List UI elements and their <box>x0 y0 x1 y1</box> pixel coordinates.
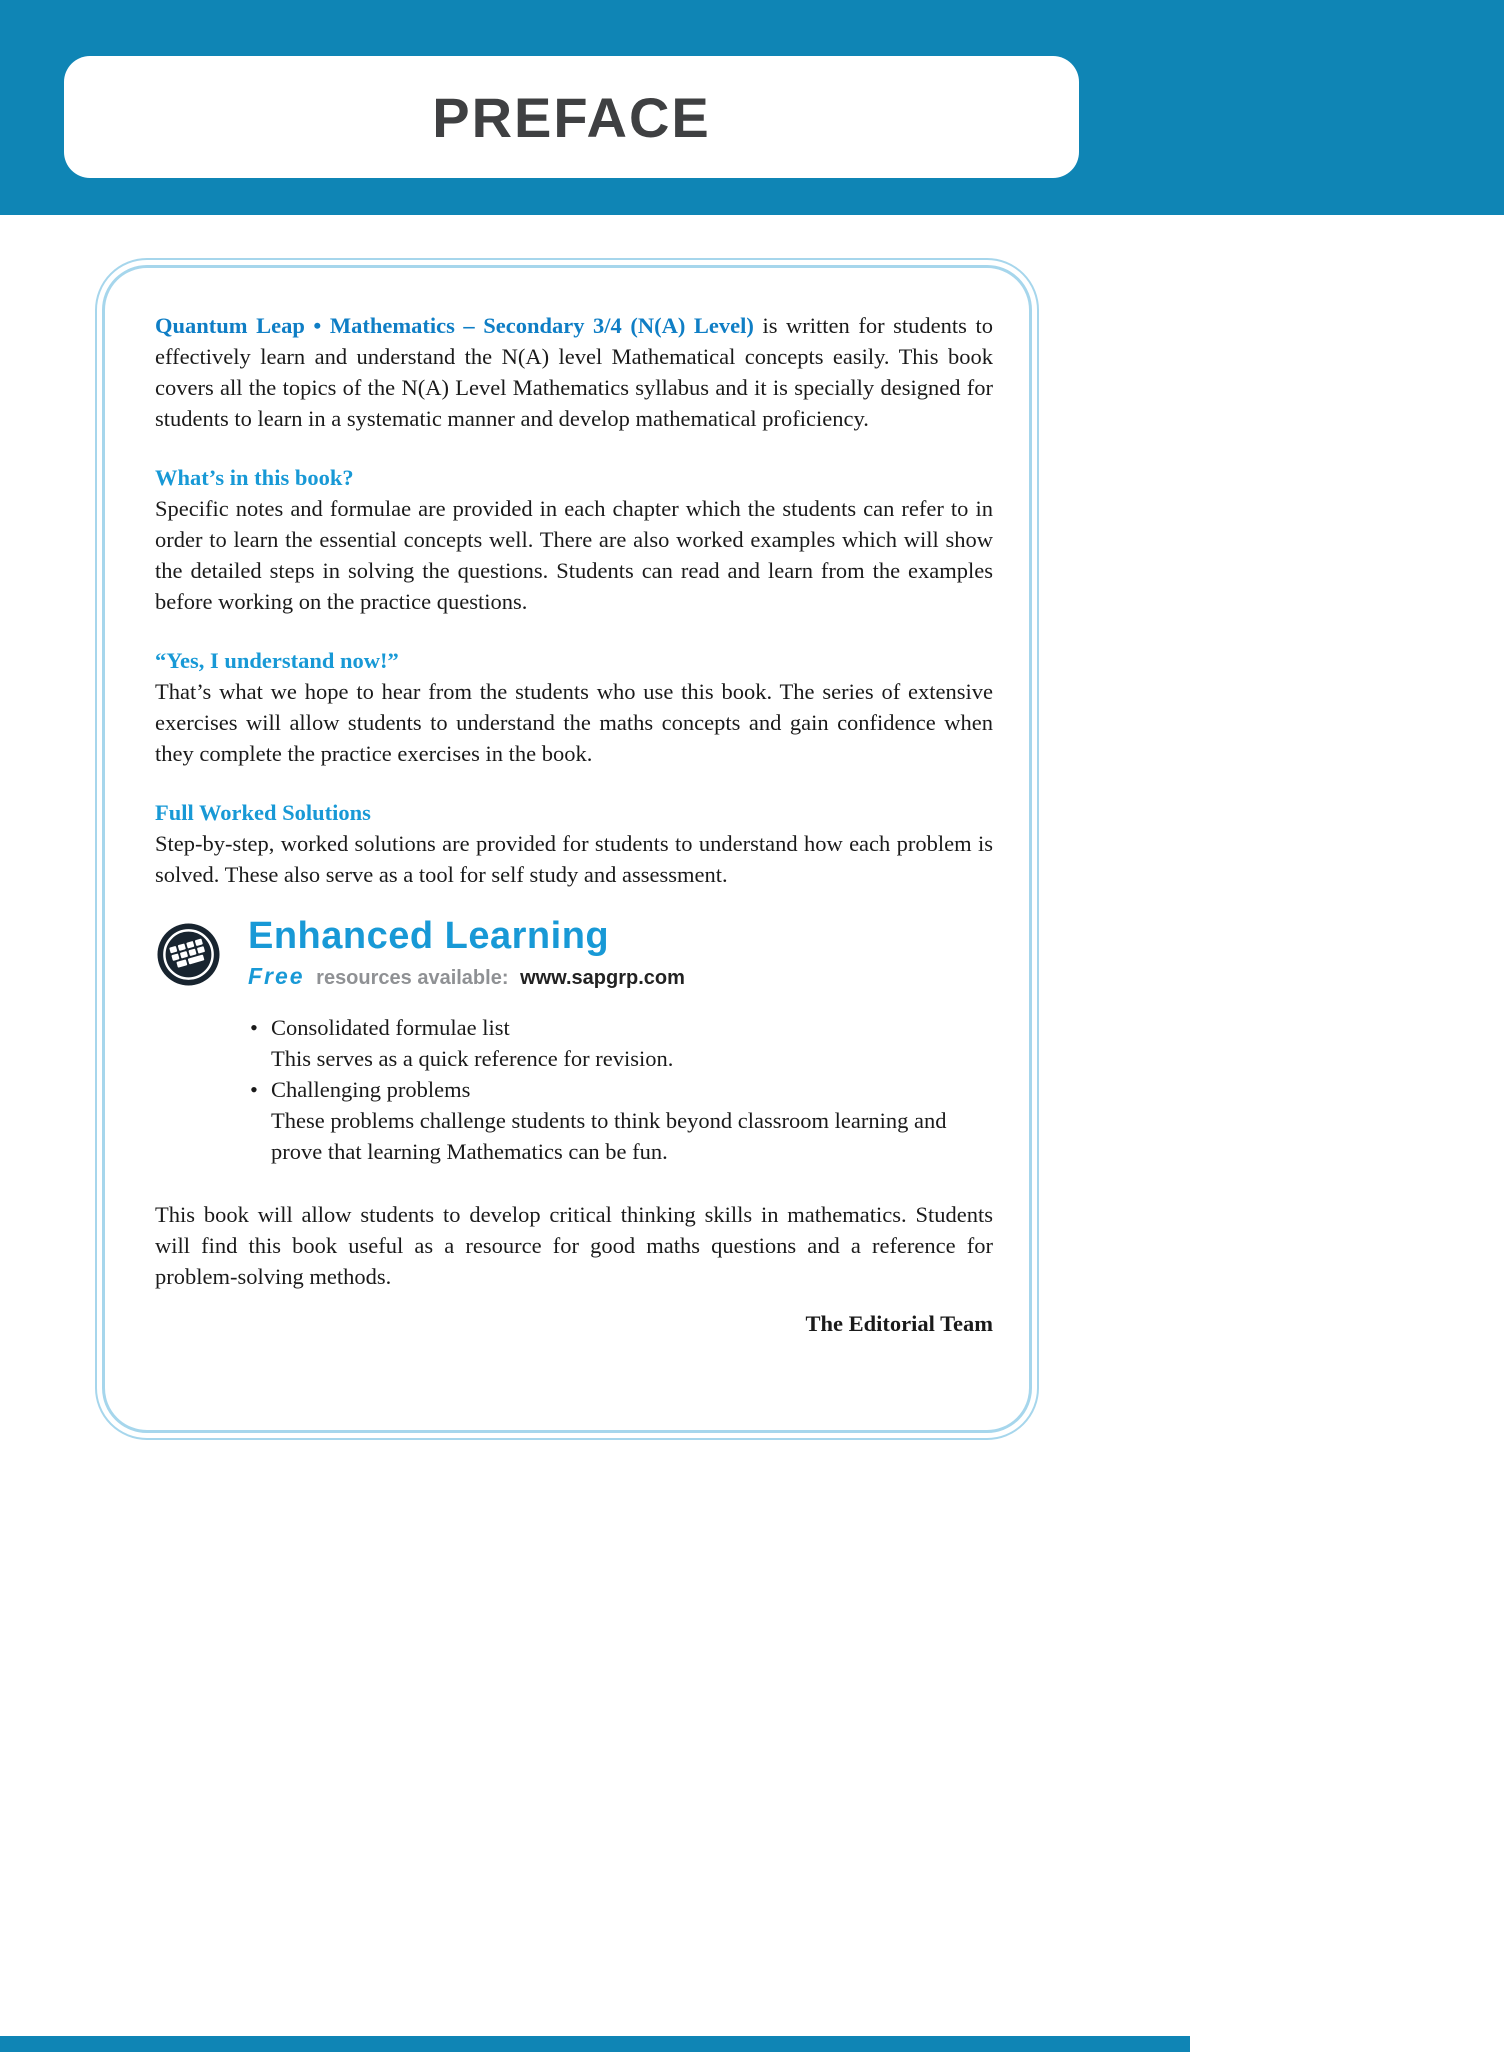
feature-description: These problems challenge students to think beyond classroom learning and prove that learning Mathematics can be fun. <box>271 1107 947 1164</box>
section-heading: What’s in this book? <box>155 465 354 490</box>
title-plate <box>64 56 1079 178</box>
enhanced-learning-subtitle <box>248 961 685 994</box>
section-heading: “Yes, I understand now!” <box>155 648 399 673</box>
section-whats-in-this-book <box>155 462 993 617</box>
header-banner <box>0 0 1504 215</box>
feature-title: • Consolidated formulae list <box>271 1014 510 1040</box>
section-yes-i-understand-now <box>155 645 993 769</box>
list-item <box>248 1074 993 1167</box>
website-url: www.sapgrp.com <box>520 966 685 989</box>
feature-description: This serves as a quick reference for revision. <box>271 1045 674 1071</box>
bottom-edge-band <box>0 2036 1190 2052</box>
section-full-worked-solutions <box>155 797 993 890</box>
feature-list <box>248 1012 993 1167</box>
section-heading: Full Worked Solutions <box>155 800 371 825</box>
preface-content <box>155 310 993 1339</box>
list-item <box>248 1012 993 1074</box>
section-body: Step-by-step, worked solutions are provided for students to understand how each problem is solved. These also serve as a tool for self study and assessment. <box>155 831 993 887</box>
section-body: That’s what we hope to hear from the students who use this book. The series of extensive exercises will allow students to understand the maths concepts and gain confidence when they complete the practice exercises in the book. <box>155 679 993 766</box>
page-title: PREFACE <box>432 85 711 149</box>
enhanced-learning-block <box>155 916 993 994</box>
enhanced-learning-title: Enhanced Learning <box>248 915 610 957</box>
intro-text: is written for students to effectively learn and understand the N(A) level Mathematical concepts easily. This book covers all the topics of the N(A) Level Mathematics syllabus and it is specially designed for students to learn in a systematic manner and develop mathematical proficiency. <box>155 313 993 431</box>
feature-title: • Challenging problems <box>271 1076 471 1102</box>
content-frame <box>95 258 1039 1440</box>
intro-paragraph <box>155 310 993 434</box>
enhanced-learning-text <box>248 916 685 994</box>
book-title: Quantum Leap • Mathematics – Secondary 3/4 (N(A) Level) <box>155 313 754 338</box>
closing-paragraph: This book will allow students to develop critical thinking skills in mathematics. Students will find this book useful as a resource for good maths questions and a reference for problem-solving methods. <box>155 1201 993 1289</box>
free-label: Free <box>248 962 305 989</box>
content-frame-inner <box>102 265 1032 1433</box>
keyboard-circle-icon <box>157 923 220 986</box>
signature: The Editorial Team <box>805 1310 993 1336</box>
section-body: Specific notes and formulae are provided in each chapter which the students can refer to in order to learn the essential concepts well. There are also worked examples which will show the detailed steps in solving the questions. Students can read and learn from the examples before working on the practice questions. <box>155 496 993 614</box>
resources-label: resources available: <box>316 966 509 989</box>
